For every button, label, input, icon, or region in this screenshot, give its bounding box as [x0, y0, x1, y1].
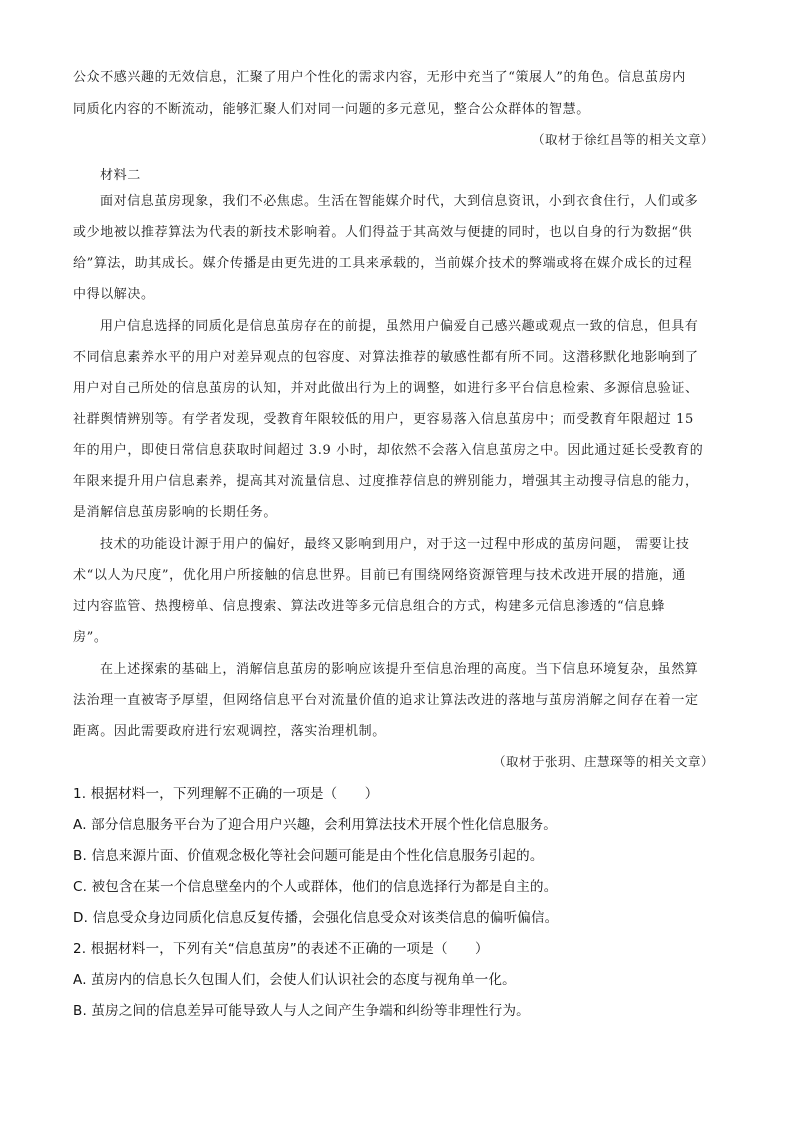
paragraph-line: 房”。 — [73, 630, 108, 645]
question-option: B. 茧房之间的信息差异可能导致人与人之间产生争端和纠纷等非理性行为。 — [73, 1003, 530, 1019]
section-heading: 材料二 — [100, 168, 141, 183]
paragraph-line: 是消解信息茧房影响的长期任务。 — [73, 505, 278, 520]
paragraph-line: 年限来提升用户信息素养，提高其对流量信息、过度推荐信息的辨别能力，增强其主动搜寻信息的能力， — [73, 474, 699, 489]
paragraph-line: 年的用户，即使日常信息获取时间超过 3.9 小时，却依然不会落入信息茧房之中。因此通过延长受教育的 — [73, 443, 704, 458]
question-option: A. 茧房内的信息长久包围人们，会使人们认识社会的态度与视角单一化。 — [73, 972, 516, 988]
paragraph-line: 用户信息选择的同质化是信息茧房存在的前提，虽然用户偏爱自己感兴趣或观点一致的信息，但具有 — [100, 319, 699, 334]
paragraph-line: 给”算法，助其成长。媒介传播是由更先进的工具来承载的，当前媒介技术的弊端或将在媒介成长的过程 — [73, 256, 693, 271]
paragraph-line: 技术的功能设计源于用户的偏好，最终又影响到用户，对于这一过程中形成的茧房问题， 需要让技 — [100, 537, 690, 552]
question-option: A. 部分信息服务平台为了迎合用户兴趣，会利用算法技术开展个性化信息服务。 — [73, 817, 557, 833]
paragraph-line: 距离。因此需要政府进行宏观调控，落实治理机制。 — [73, 724, 386, 739]
source-note: （取材于张玥、庄慧琛等的相关文章） — [492, 754, 714, 769]
paragraph-line: 过内容监管、热搜榜单、信息搜索、算法改进等多元信息组合的方式，构建多元信息渗透的“信息蜂 — [73, 599, 666, 614]
question-stem: 2. 根据材料一，下列有关“信息茧房”的表述不正确的一项是（ ） — [73, 941, 489, 957]
paragraph-line: 术“以人为尺度”，优化用户所接触的信息世界。目前已有围绕网络资源管理与技术改进开展的措施，通 — [73, 568, 686, 583]
paragraph-line: 在上述探索的基础上，消解信息茧房的影响应该提升至信息治理的高度。当下信息环境复杂，虽然算 — [100, 662, 699, 677]
paragraph-line: 法治理一直被寄予厚望，但网络信息平台对流量价值的追求让算法改进的落地与茧房消解之间存在着一定 — [73, 693, 699, 708]
question-option: B. 信息来源片面、价值观念极化等社会问题可能是由个性化信息服务引起的。 — [73, 848, 544, 864]
paragraph-line: 社群舆情辨别等。有学者发现，受教育年限较低的用户，更容易落入信息茧房中；而受教育年限超过 15 — [73, 412, 694, 427]
question-option: D. 信息受众身边同质化信息反复传播，会强化信息受众对该类信息的偏听偏信。 — [73, 910, 559, 926]
paragraph-line: 或少地被以推荐算法为代表的新技术影响着。人们得益于其高效与便捷的同时，也以自身的行为数据“供 — [73, 225, 693, 240]
question-option: C. 被包含在某一个信息壁垒内的个人或群体，他们的信息选择行为都是自主的。 — [73, 879, 558, 895]
paragraph-line: 面对信息茧房现象，我们不必焦虑。生活在智能媒介时代，大到信息资讯，小到衣食住行，人们或多 — [100, 194, 699, 209]
paragraph-line: 中得以解决。 — [73, 287, 155, 302]
paragraph-line: 用户对自己所处的信息茧房的认知，并对此做出行为上的调整，如进行多平台信息检索、多源信息验证、 — [73, 381, 699, 396]
material1-line: 同质化内容的不断流动，能够汇聚人们对同一问题的多元意见，整合公众群体的智慧。 — [73, 102, 590, 117]
question-stem: 1. 根据材料一，下列理解不正确的一项是（ ） — [73, 786, 379, 802]
material1-line: 公众不感兴趣的无效信息，汇聚了用户个性化的需求内容，无形中充当了“策展人”的角色。信息茧房内 — [73, 70, 686, 85]
paragraph-line: 不同信息素养水平的用户对差异观点的包容度、对算法推荐的敏感性都有所不同。这潜移默化地影响到了 — [73, 350, 699, 365]
source-note: （取材于徐红昌等的相关文章） — [531, 132, 714, 147]
